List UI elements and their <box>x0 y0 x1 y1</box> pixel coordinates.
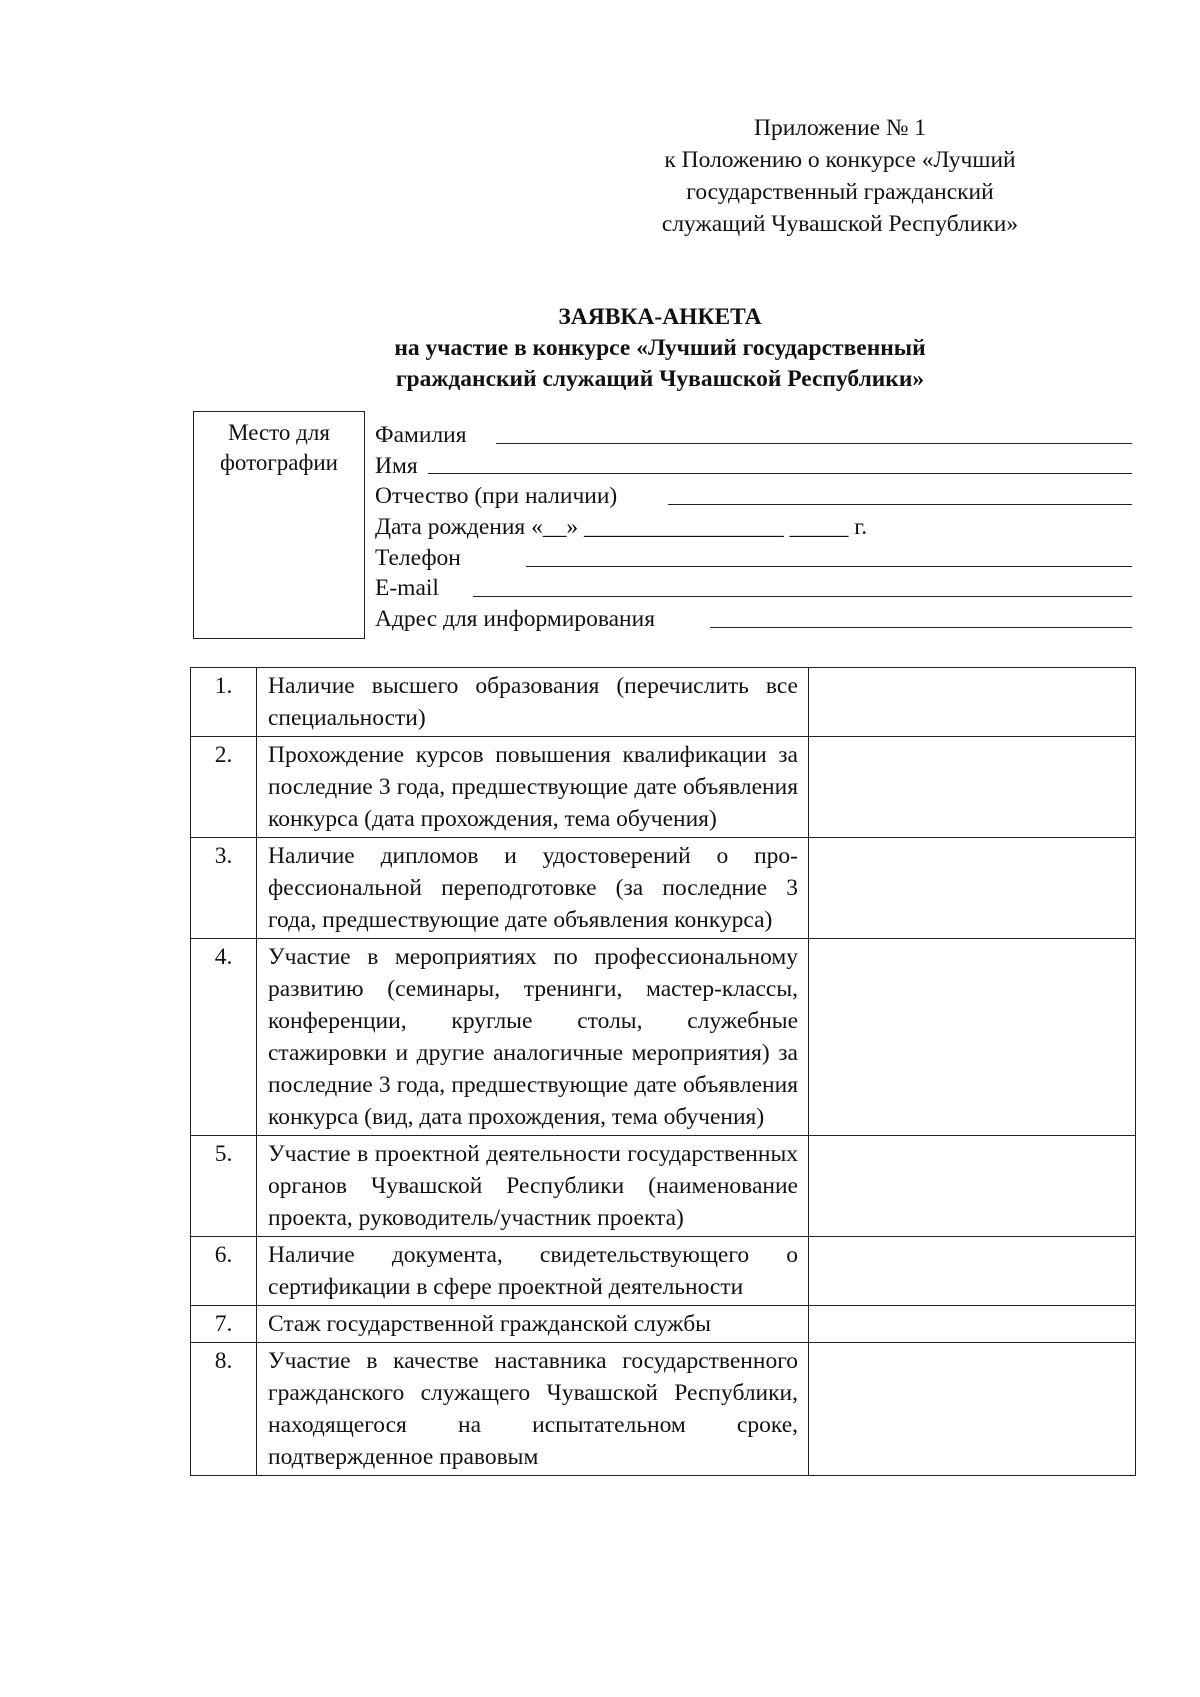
form-title <box>200 302 1120 395</box>
appendix-line-3: государственный гражданский <box>686 179 994 205</box>
address-input-line[interactable] <box>710 627 1132 628</box>
email-input-line[interactable] <box>473 596 1132 597</box>
row-answer-cell[interactable] <box>809 737 1136 838</box>
surname-label: Фамилия <box>375 422 467 448</box>
row-question: Наличие документа, свидетельствующего о сертификации в сфере проектной деятельности <box>257 1237 809 1306</box>
row-number: 3. <box>191 838 257 939</box>
row-answer-cell[interactable] <box>809 1343 1136 1476</box>
photo-label-line-1: Место для <box>228 420 330 445</box>
table-row <box>191 737 1136 838</box>
table-row <box>191 1136 1136 1237</box>
address-label: Адрес для информирования <box>375 606 656 632</box>
row-answer-cell[interactable] <box>809 1136 1136 1237</box>
photo-label-line-2: фотографии <box>219 450 338 475</box>
name-label: Имя <box>375 453 418 479</box>
photo-placeholder <box>193 411 365 639</box>
row-question: Участие в проектной деятельности государственных органов Чувашской Республики (наименование проекта, руководитель/участник проекта) <box>257 1136 809 1237</box>
appendix-header <box>640 112 1040 240</box>
email-label: E-mail <box>375 575 439 601</box>
table-row <box>191 668 1136 737</box>
row-question: Участие в качестве наставника государственного гражданского служащего Чувашской Республики, находящегося на испытательном сроке, подтвержденное правовым <box>257 1343 809 1476</box>
appendix-line-2: к Положению о конкурсе «Лучший <box>664 147 1016 173</box>
row-number: 4. <box>191 939 257 1136</box>
birthdate-label[interactable]: Дата рождения «__» _________________ _____ г. <box>375 514 868 540</box>
table-row <box>191 1237 1136 1306</box>
table-row <box>191 1343 1136 1476</box>
row-number: 6. <box>191 1237 257 1306</box>
phone-label: Телефон <box>375 545 461 571</box>
row-number: 2. <box>191 737 257 838</box>
row-answer-cell[interactable] <box>809 838 1136 939</box>
name-input-line[interactable] <box>428 473 1132 474</box>
row-answer-cell[interactable] <box>809 668 1136 737</box>
form-heading: ЗАЯВКА-АНКЕТА <box>558 304 762 330</box>
row-question: Наличие высшего образования (перечислить все специальности) <box>257 668 809 737</box>
surname-input-line[interactable] <box>496 443 1132 444</box>
row-number: 1. <box>191 668 257 737</box>
row-answer-cell[interactable] <box>809 1237 1136 1306</box>
row-number: 8. <box>191 1343 257 1476</box>
patronymic-input-line[interactable] <box>668 504 1132 505</box>
questionnaire-table <box>190 667 1136 1476</box>
form-subtitle-line-1: на участие в конкурсе «Лучший государственный <box>394 335 926 361</box>
table-row <box>191 939 1136 1136</box>
table-row <box>191 838 1136 939</box>
phone-input-line[interactable] <box>526 566 1132 567</box>
row-number: 5. <box>191 1136 257 1237</box>
form-subtitle-line-2: гражданский служащий Чувашской Республики» <box>395 366 925 392</box>
row-number: 7. <box>191 1306 257 1343</box>
row-answer-cell[interactable] <box>809 1306 1136 1343</box>
row-answer-cell[interactable] <box>809 939 1136 1136</box>
patronymic-label: Отчество (при наличии) <box>375 483 618 509</box>
row-question: Прохождение курсов повышения квалификации за последние 3 года, предшествующие дате объявления конкурса (дата прохождения, тема обучения) <box>257 737 809 838</box>
row-question: Наличие дипломов и удостоверений о профессиональной переподготовке (за последние 3 года, предшествующие дате объявления конкурса) <box>257 838 809 939</box>
appendix-line-4: служащий Чувашской Республики» <box>661 211 1019 237</box>
table-row <box>191 1306 1136 1343</box>
appendix-line-1: Приложение № 1 <box>753 115 927 141</box>
row-question: Стаж государственной гражданской службы <box>257 1306 809 1343</box>
row-question: Участие в мероприятиях по профессиональному развитию (семинары, тренинги, мастер-классы, конференции, круглые столы, служебные стажировки и другие аналогичные мероприятия) за последние 3 года, предшествующие дате объявления конкурса (вид, дата прохождения, тема обучения) <box>257 939 809 1136</box>
